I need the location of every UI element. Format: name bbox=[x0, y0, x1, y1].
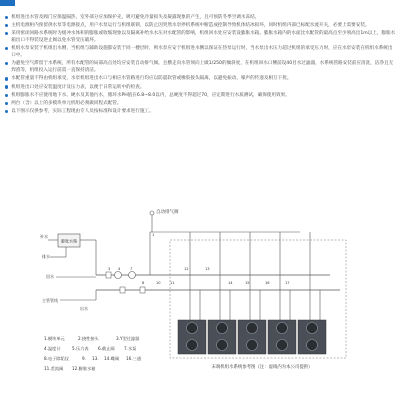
pump-icon bbox=[129, 272, 136, 279]
marker-number: 17 bbox=[285, 281, 290, 285]
marker-number: 1 bbox=[152, 233, 155, 237]
note-text: 机组进出口处应安装温度计及压力表，以便于日常运转中的检查。 bbox=[11, 84, 145, 90]
fan-icon bbox=[187, 323, 198, 334]
marker-number: 15 bbox=[245, 281, 250, 285]
note-text: 两台（含）以上的多模块单元机组必须做同程式配管。 bbox=[11, 100, 122, 106]
marker-number: 7 bbox=[130, 267, 133, 271]
marker-number: 14 bbox=[228, 281, 233, 285]
legend-item: 1.模块单元 bbox=[44, 336, 65, 341]
modular-unit bbox=[298, 320, 326, 354]
legend-item: 11.差流阀 bbox=[44, 366, 64, 371]
fan-icon bbox=[187, 340, 198, 351]
return-label: 回水 bbox=[46, 274, 54, 279]
makeup-water-label: 补水 bbox=[40, 234, 48, 239]
legend-item: 16.三通 bbox=[126, 356, 142, 361]
legend-item: 5.压力表 bbox=[72, 346, 89, 351]
legend bbox=[44, 335, 142, 372]
marker-number: 3 bbox=[108, 267, 111, 271]
legend-item: 14.蝶阀 bbox=[104, 356, 120, 361]
marker-number: 16 bbox=[265, 281, 270, 285]
exhaust-valve-label: 自动排气阀 bbox=[156, 210, 179, 215]
note-text: 机组水泵安装于机组出水侧，当机组与辅助设施都安装于同一楼层时，则水泵应安于机组进水侧以保证在热泵运行时，当水泵出水压力超过机组的承受压力时，应在水泵安装在机组水系统出口中。 bbox=[11, 46, 393, 59]
fan-icon bbox=[307, 340, 318, 351]
valve-icon bbox=[120, 287, 125, 293]
expansion-tank-label: 膨胀水箱 bbox=[61, 238, 77, 244]
fan-icon bbox=[217, 340, 228, 351]
drain-label: 排水 bbox=[42, 254, 50, 259]
note-text: 主机电源柜内预留供水泵等电源接点，用户水泵运行与机组联锁，以防止因突然水泵停机系统中断造成控制导致机体结冰损坏，同时机组内部已标配水流开关，必要上需要安装。 bbox=[11, 23, 370, 29]
legend-item: 2.挠性接头 bbox=[78, 336, 99, 341]
legend-item: 4.温度计 bbox=[44, 346, 61, 351]
fan-icon bbox=[277, 323, 288, 334]
legend-item: 13. bbox=[92, 356, 99, 361]
diagram-caption: 末端机组水系统参考图（注：虚线内为本公司提供） bbox=[211, 365, 313, 370]
marker-number: 11 bbox=[170, 281, 175, 285]
marker-number: 8 bbox=[142, 281, 145, 285]
note-text: 机组膨胀水不应使用地下水、硬水及其他污水，循环水PH值在6.8~8.0以内，总硬度不得超过70，应定期进行水质测试，确保使用效果。 bbox=[11, 92, 290, 98]
note-text: 为避免空气滞留于水系统，所有水配管的局部高点处均应安装自动排气阀。且横走向水管须向上做1/250的倾斜度，在机组回水口侧前设40目水过滤器，水系统管路安装前应清洗，洁净且无焊渣等，机组投入运行前需一直保持清洁。 bbox=[11, 61, 394, 74]
pump-icon bbox=[115, 272, 122, 279]
marker-number: 13 bbox=[205, 267, 210, 271]
modular-unit bbox=[268, 320, 296, 354]
main-supply-label: 主管管线 bbox=[42, 298, 58, 303]
note-text: 机组进出水管及阀门应保温隔热，室外部分应加保护壳，吸可避免冷量损失及凝露现象的产生，且可预防冬季空调水冻结。 bbox=[11, 15, 260, 20]
note-text: 水配管重量不得由机组承受，水泵机组进出水口与相应水管路进行均应以防震软管或橡胶接头隔离，以避免振动、噪声的传递及相互干扰。 bbox=[11, 76, 292, 82]
legend-item: 9. bbox=[82, 356, 86, 361]
marker-number: 4 bbox=[118, 267, 121, 271]
modular-unit bbox=[178, 320, 206, 354]
fan-icon bbox=[307, 323, 318, 334]
fan-icon bbox=[217, 323, 228, 334]
modular-unit bbox=[208, 320, 236, 354]
note-text: 以下图示仅供参考，实际工程现由专人员按标准和设计要求进行施工。 bbox=[11, 108, 154, 114]
filter-icon bbox=[106, 272, 111, 278]
marker-number: 10 bbox=[156, 281, 161, 285]
supply-label: 出水 bbox=[80, 306, 88, 311]
legend-item: 8.电子除垢仪 bbox=[44, 356, 69, 361]
marker-number: 12 bbox=[184, 267, 189, 271]
fan-icon bbox=[247, 340, 258, 351]
legend-item: 3.Y型过滤器 bbox=[116, 336, 140, 341]
legend-item: 12.膨胀水箱 bbox=[72, 366, 96, 371]
legend-item: 6.截止阀 bbox=[98, 346, 115, 351]
fan-icon bbox=[247, 323, 258, 334]
exhaust-valve-icon bbox=[150, 211, 154, 215]
note-text: 采用密闭回路水系统时为缓冲水体积的膨胀或收缩现象以及隔离补给水水压对水配管的影响，机组回水处应安装设膨胀水箱。膨胀水箱内的水面比水配管的最高点至少须高出1m以上，膨胀水箱出口不得装设逆止阀以免水管受压破坏。 bbox=[11, 31, 396, 44]
legend-item: 7.水泵 bbox=[124, 346, 137, 351]
modular-unit bbox=[238, 320, 266, 354]
fan-icon bbox=[277, 340, 288, 351]
module-units bbox=[178, 232, 326, 354]
valve-icon bbox=[140, 287, 145, 293]
